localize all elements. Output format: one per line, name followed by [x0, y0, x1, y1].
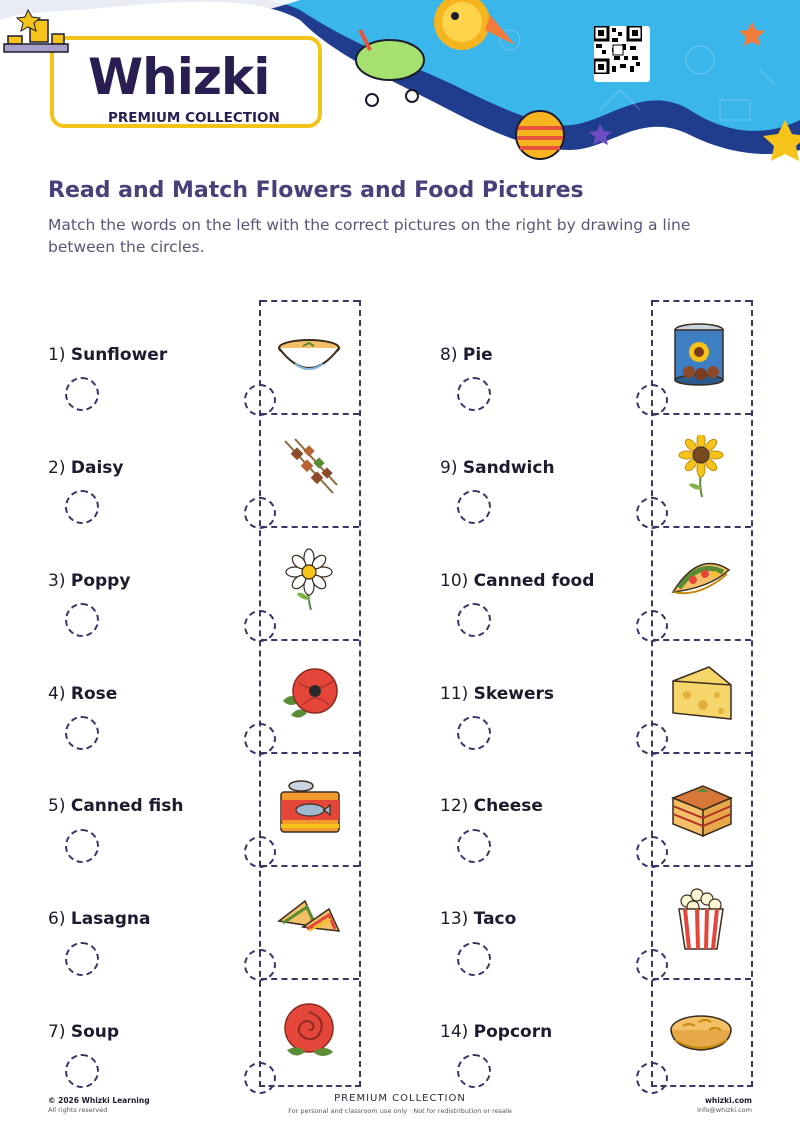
worksheet-instructions: Match the words on the left with the correct pictures on the right by drawing a line between the circles.: [48, 216, 691, 256]
left-match-circle-10[interactable]: [457, 603, 491, 637]
skewers-icon: [277, 435, 341, 499]
picture-match-circle-11[interactable]: [636, 723, 668, 755]
left-match-circle-14[interactable]: [457, 1054, 491, 1088]
pie-icon: [669, 1000, 733, 1064]
word-item-1: 1) Sunflower: [48, 345, 168, 365]
soup-bowl-icon: [277, 322, 341, 386]
left-match-circle-6[interactable]: [65, 942, 99, 976]
word-item-14: 14) Popcorn: [440, 1022, 553, 1042]
picture-match-circle-4[interactable]: [244, 723, 276, 755]
lasagna-icon: [669, 774, 733, 838]
picture-match-circle-12[interactable]: [636, 836, 668, 868]
word-item-7: 7) Soup: [48, 1022, 120, 1042]
word-item-3: 3) Poppy: [48, 571, 131, 591]
picture-match-circle-3[interactable]: [244, 610, 276, 642]
word-item-5: 5) Canned fish: [48, 796, 184, 816]
left-match-circle-3[interactable]: [65, 603, 99, 637]
canned-fish-icon: [277, 774, 341, 838]
left-match-circle-5[interactable]: [65, 829, 99, 863]
footer-website-link[interactable]: whizki.com: [704, 1096, 752, 1105]
left-match-circle-7[interactable]: [65, 1054, 99, 1088]
picture-match-circle-7[interactable]: [244, 1062, 276, 1094]
picture-match-circle-8[interactable]: [636, 384, 668, 416]
taco-icon: [669, 548, 733, 612]
picture-match-circle-14[interactable]: [636, 1062, 668, 1094]
planet-icon: [516, 111, 564, 159]
word-item-13: 13) Taco: [440, 909, 517, 929]
footer-email-link[interactable]: info@whizki.com: [697, 1106, 752, 1114]
word-item-9: 9) Sandwich: [440, 458, 555, 478]
daisy-icon: [277, 548, 341, 612]
word-item-2: 2) Daisy: [48, 458, 124, 478]
picture-match-circle-10[interactable]: [636, 610, 668, 642]
picture-match-circle-9[interactable]: [636, 497, 668, 529]
popcorn-icon: [669, 887, 733, 951]
left-match-circle-9[interactable]: [457, 490, 491, 524]
left-match-circle-11[interactable]: [457, 716, 491, 750]
left-match-circle-8[interactable]: [457, 377, 491, 411]
footer-collection: PREMIUM COLLECTION: [334, 1093, 466, 1104]
left-match-circle-13[interactable]: [457, 942, 491, 976]
left-match-circle-2[interactable]: [65, 490, 99, 524]
header-banner: [0, 0, 800, 170]
poppy-icon: [277, 661, 341, 725]
left-match-circle-4[interactable]: [65, 716, 99, 750]
footer-copyright: © 2026 Whizki Learning: [48, 1096, 150, 1105]
word-item-6: 6) Lasagna: [48, 909, 151, 929]
word-item-10: 10) Canned food: [440, 571, 595, 591]
word-item-4: 4) Rose: [48, 684, 118, 704]
cheese-icon: [669, 661, 733, 725]
whizki-logo: [50, 36, 322, 128]
logo-subtitle: PREMIUM COLLECTION: [108, 110, 280, 126]
canned-food-icon: [669, 322, 733, 386]
picture-match-circle-2[interactable]: [244, 497, 276, 529]
picture-match-circle-13[interactable]: [636, 949, 668, 981]
picture-match-circle-5[interactable]: [244, 836, 276, 868]
sunflower-icon: [669, 435, 733, 499]
qr-code: [594, 26, 650, 82]
trophy-icon: [0, 0, 70, 60]
footer-usage-note: For personal and classroom use only · Not for redistribution or resale: [288, 1107, 512, 1115]
footer-rights: All rights reserved: [48, 1106, 108, 1114]
sandwich-icon: [277, 887, 341, 951]
picture-match-circle-6[interactable]: [244, 949, 276, 981]
picture-match-circle-1[interactable]: [244, 384, 276, 416]
logo-wordmark: Whizki: [88, 48, 270, 106]
worksheet-title: Read and Match Flowers and Food Pictures: [48, 178, 584, 203]
rose-icon: [277, 1000, 341, 1064]
word-item-8: 8) Pie: [440, 345, 493, 365]
word-item-12: 12) Cheese: [440, 796, 543, 816]
left-match-circle-12[interactable]: [457, 829, 491, 863]
word-item-11: 11) Skewers: [440, 684, 555, 704]
left-match-circle-1[interactable]: [65, 377, 99, 411]
